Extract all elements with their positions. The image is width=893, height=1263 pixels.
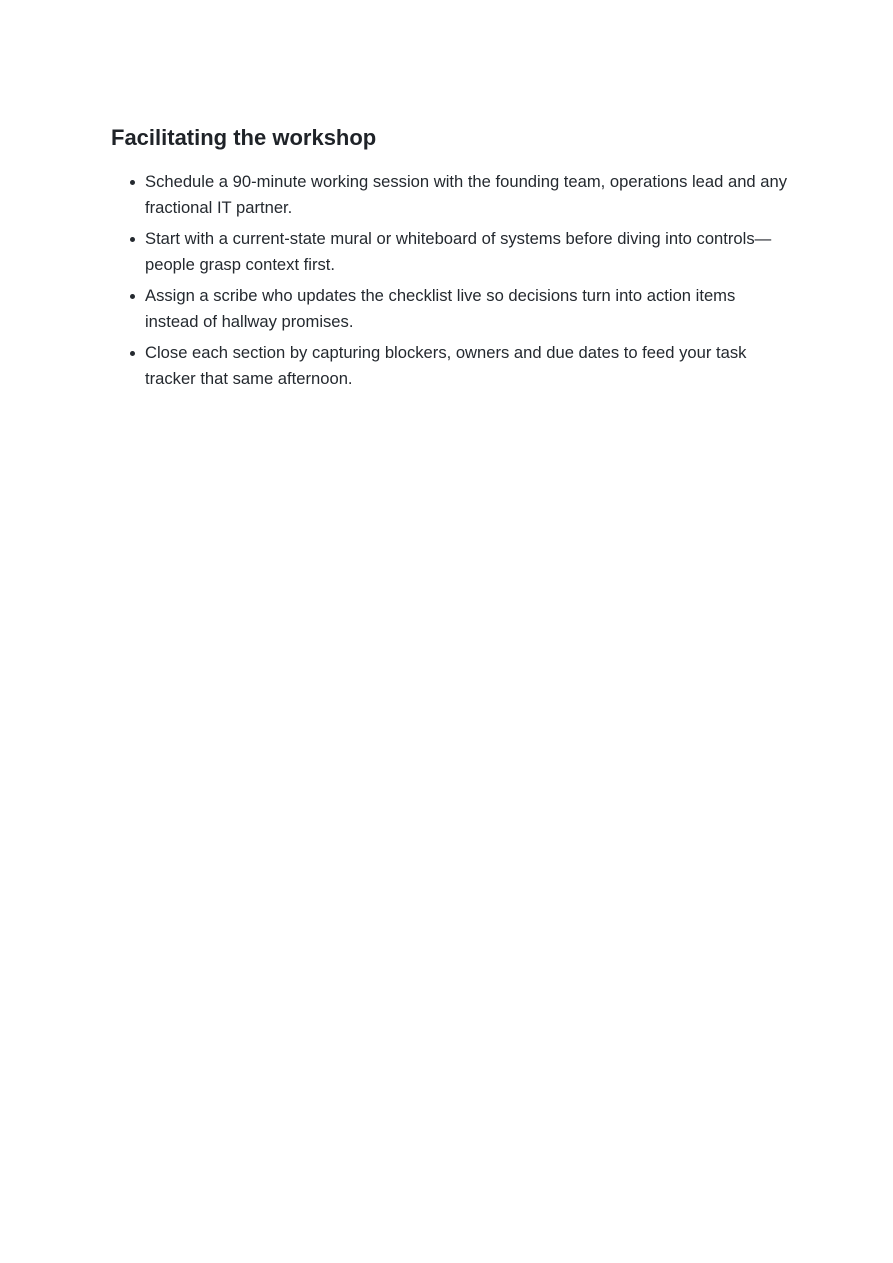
list-item — [111, 169, 791, 221]
section-heading: Facilitating the workshop — [111, 125, 377, 150]
list-item-text: Close each section by capturing blockers, owners and due dates to feed your task tracker that same afternoon. — [145, 343, 747, 388]
list-item-text: Assign a scribe who updates the checklist live so decisions turn into action items instead of hallway promises. — [145, 286, 736, 331]
list-item — [111, 283, 791, 335]
list-item — [111, 226, 791, 278]
document-page — [111, 124, 791, 397]
bullet-list — [111, 169, 791, 392]
bullet-icon — [130, 180, 135, 185]
bullet-icon — [130, 351, 135, 356]
list-item — [111, 340, 791, 392]
list-item-text: Schedule a 90-minute working session with the founding team, operations lead and any fractional IT partner. — [145, 172, 788, 217]
list-item-text: Start with a current-state mural or whiteboard of systems before diving into controls—people grasp context first. — [145, 229, 772, 274]
bullet-icon — [130, 294, 135, 299]
bullet-icon — [130, 237, 135, 242]
